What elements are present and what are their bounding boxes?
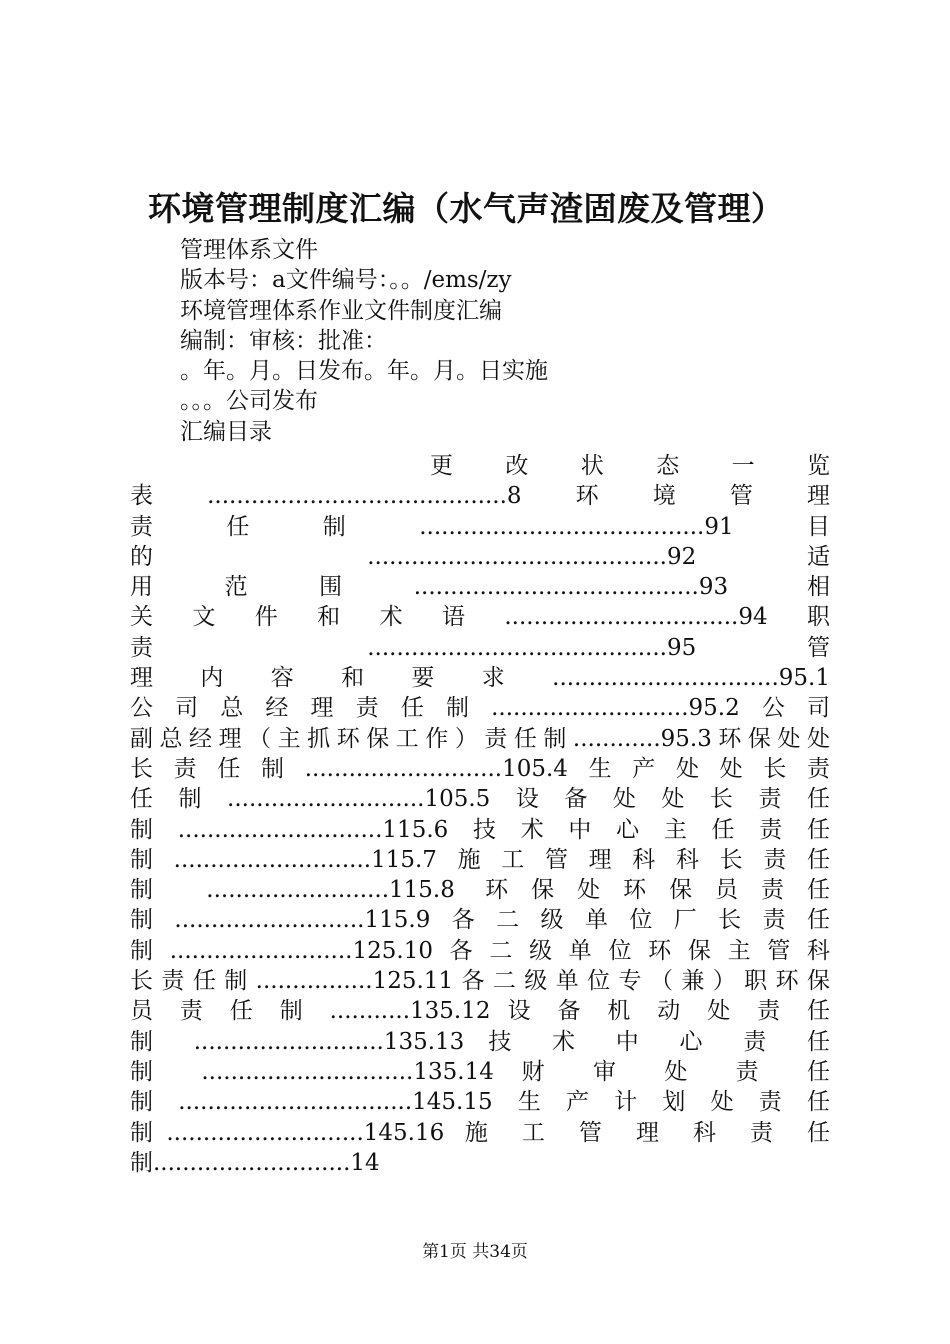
toc-line: 责 .........................................95 管 — [130, 634, 830, 661]
toc-line: 长责任制................125.11各二级单位专（兼）职环保 — [130, 968, 830, 995]
meta-line: 。年。月。日发布。年。月。日实施 — [180, 358, 548, 385]
toc-line: 制 ..........................135.13 技 术 中 心 责 任 — [130, 1028, 830, 1055]
toc-line: 理内容和要求...............................95.1 — [130, 665, 830, 692]
toc-line: 的 .........................................92 适 — [130, 543, 830, 570]
table-of-contents — [130, 451, 830, 1178]
toc-line: 制...........................145.16 施 工 管 理 科 责 任 — [130, 1119, 830, 1146]
meta-line: 管理体系文件 — [180, 237, 318, 263]
toc-line: 制...........................14 — [130, 1149, 380, 1176]
toc-line: 表.........................................8环境管理 — [130, 483, 830, 510]
toc-line: 制................................145.15生产计划处责任 — [130, 1089, 830, 1116]
toc-line: 制.........................125.10各二级单位环保主管科 — [130, 937, 830, 964]
toc-line: 制 .............................135.14 财 审 处 责 任 — [130, 1058, 830, 1085]
document-title: 环境管理制度汇编（水气声渣固废及管理） — [148, 189, 785, 228]
toc-line: 长责任制...........................105.4生产处处长责 — [130, 755, 830, 782]
toc-line: 制............................115.6技术中心主任责任 — [130, 816, 830, 843]
meta-line: 编制：审核：批准： — [180, 327, 387, 354]
toc-line: 责任制.......................................91目 — [130, 513, 830, 540]
meta-line: 环境管理体系作业文件制度汇编 — [180, 297, 502, 324]
toc-heading: 汇编目录 — [180, 418, 272, 445]
document-meta — [180, 235, 840, 447]
page-footer: 第1页 共34页 — [422, 1242, 528, 1262]
toc-line: 制..........................115.9各二级单位厂长责任 — [130, 907, 830, 934]
toc-line: 员 责 任 制 ...........135.12 设 备 机 动 处 责 任 — [130, 998, 830, 1025]
meta-line: 。。。公司发布 — [180, 388, 318, 415]
toc-line: 关文件和术语................................94职 — [130, 604, 830, 631]
toc-line: 制 .........................115.8 环保处环保员责任 — [130, 877, 830, 904]
toc-line: 副总经理（主抓环保工作）责任制............95.3环保处处 — [130, 725, 830, 752]
meta-line: 版本号：a文件编号：。。/ems/zy — [180, 267, 512, 294]
toc-line: 任制...........................105.5设备处处长责任 — [130, 786, 830, 813]
toc-line: 更 改 状 态 一 览 — [430, 453, 830, 479]
toc-line: 公司总经理责任制...........................95.2公司 — [130, 695, 830, 722]
toc-line: 制...........................115.7施工管理科科长责任 — [130, 846, 830, 873]
toc-line: 用范围.......................................93 相 — [130, 574, 830, 601]
